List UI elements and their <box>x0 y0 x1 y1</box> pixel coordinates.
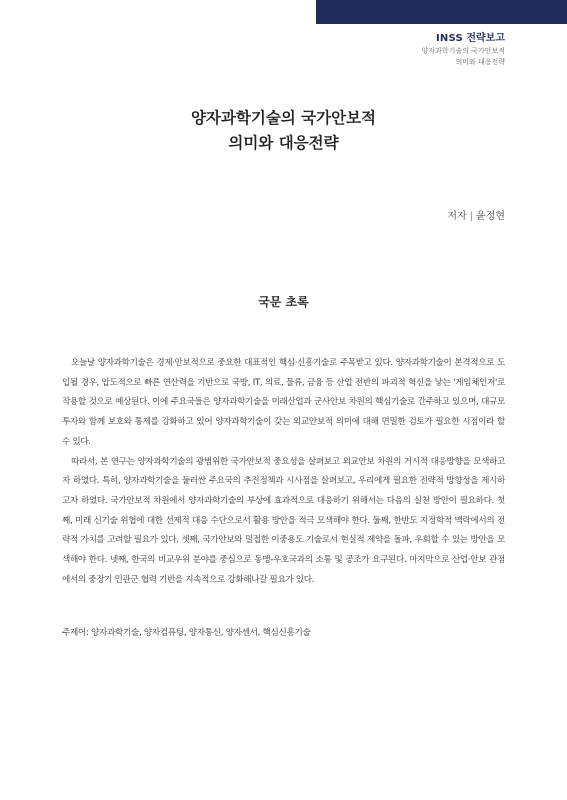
title-line2: 의미와 대응전략 <box>228 134 339 152</box>
abstract-paragraph: 오늘날 양자과학기술은 경제·안보적으로 중요한 대표적인 핵심·신흥기술로 주목받고 있다. 양자과학기술이 본격적으로 도입될 경우, 압도적으로 빠른 연산력을 기반으로 국방, IT, 의료, 물류, 금융 등 산업 전반의 파괴적 혁신을 낳는 '게임체인저'로 작용할 것으로 예상된다. 이에 주요국들은 양자과학기술을 미래산업과 군사안보 차원의 핵심기술로 간주하고 있으며, 대규모 투자와 함께 보호와 통제를 강화하고 있어 양자과학기술이 갖는 외교안보적 의미에 대해 면밀한 검토가 필요한 시점이라 할 수 있다. <box>62 358 505 447</box>
title-line1: 양자과학기술의 국가안보적 <box>190 109 377 127</box>
abstract-body <box>62 354 505 590</box>
keywords-label: 주제어: <box>62 628 89 638</box>
abstract-heading: 국문 초록 <box>258 295 309 309</box>
brand-logo <box>422 32 505 46</box>
author-separator: | <box>469 211 474 222</box>
author-name: 윤정현 <box>476 211 505 222</box>
keywords-line <box>62 625 505 641</box>
page-title <box>0 106 567 156</box>
author-label: 저자 <box>447 211 467 222</box>
abstract-paragraph: 따라서, 본 연구는 양자과학기술의 광범위한 국가안보적 중요성을 살펴보고 외교안보 차원의 거시적 대응방향을 모색하고자 하였다. 특히, 양자과학기술을 둘러싼 주요국의 추진정책과 시사점을 살펴보고, 우리에게 필요한 전략적 방향성을 제시하고자 하였다. 국가안보적 차원에서 양자과학기술의 부상에 효과적으로 대응하기 위해서는 다음의 실천 방안이 필요하다. 첫째, 미래 신기술 위협에 대한 선제적 대응 수단으로서 활용 방안을 적극 모색해야 한다. 둘째, 한반도 지정학적 맥락에서의 전략적 가치를 고려할 필요가 있다. 셋째, 국가안보와 밀접한 이중용도 기술로서 현실적 제약을 돌파, 우회할 수 있는 방안을 모색해야 한다. 넷째, 한국의 비교우위 분야를 중심으로 동맹-우호국과의 소통 및 공조가 요구된다. 마지막으로 산업·안보 관점에서의 중장기 민관군 협력 기반을 지속적으로 강화해나갈 필요가 있다. <box>62 456 505 585</box>
keywords-list: 양자과학기술, 양자컴퓨팅, 양자통신, 양자센서, 핵심신흥기술 <box>91 628 311 638</box>
author-line <box>447 207 505 222</box>
brand-sub: 전략보고 <box>466 33 505 44</box>
header-color-bar <box>316 0 567 24</box>
running-title-line2: 의미와 대응전략 <box>455 58 505 66</box>
running-title-line1: 양자과학기술의 국가안보적 <box>421 47 505 55</box>
brand-name: INSS <box>436 33 463 44</box>
running-header <box>422 32 505 68</box>
